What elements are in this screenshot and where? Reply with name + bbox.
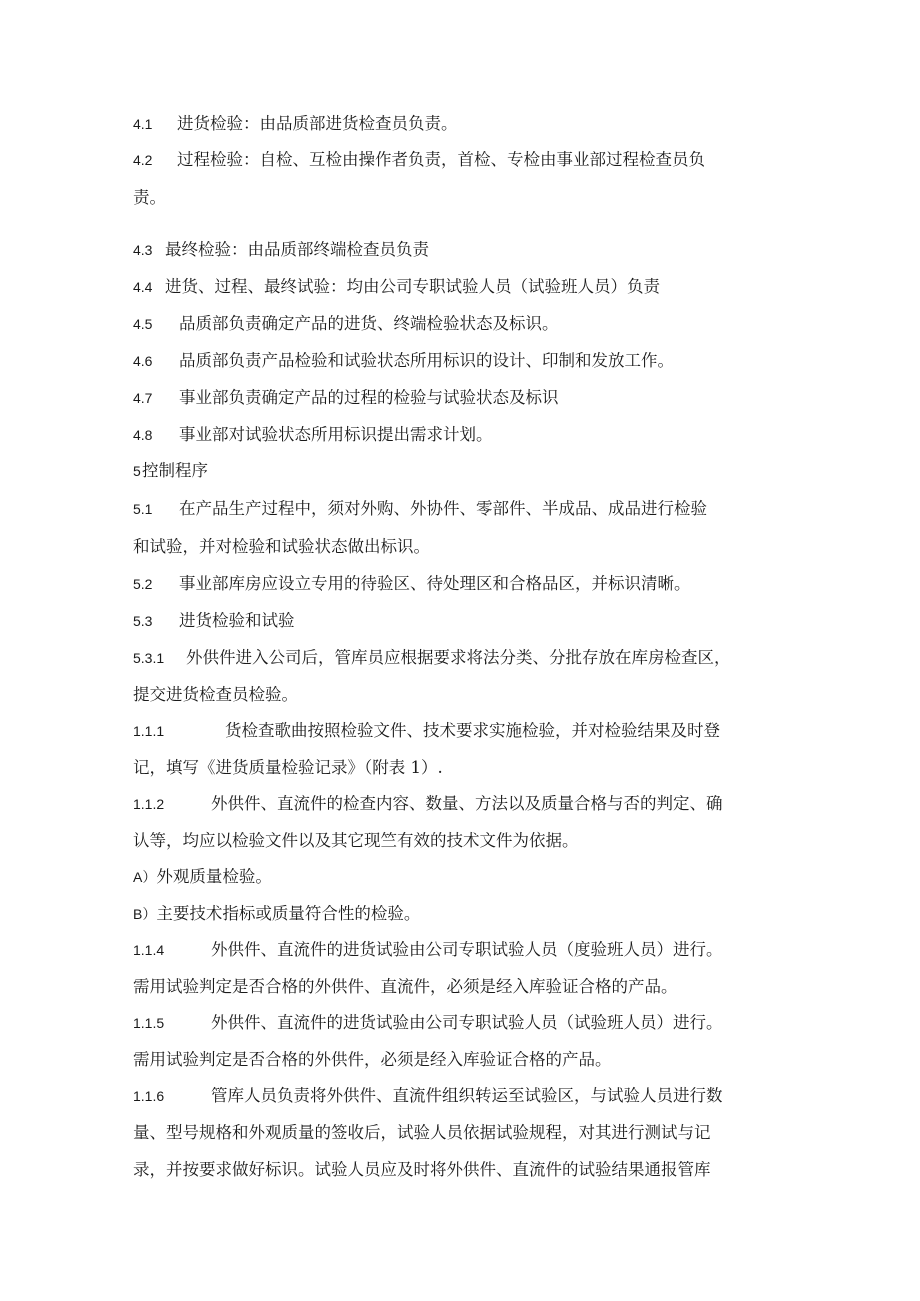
item-number: 1.1.5 xyxy=(133,1015,165,1031)
item-text: 外供件进入公司后，管库员应根据要求将法分类、分批存放在库房检查区， xyxy=(186,648,731,667)
section-title: 控制程序 xyxy=(142,461,208,480)
item-text: 品质部负责确定产品的进货、终端检验状态及标识。 xyxy=(179,314,559,333)
item-number: 4.6 xyxy=(133,353,153,369)
item-text: 货检查歌曲按照检验文件、技术要求实施检验，并对检验结果及时登 xyxy=(225,721,720,740)
item-number: 4.3 xyxy=(133,242,153,258)
paragraph-1-1-1 xyxy=(133,713,793,749)
paragraph-4-8 xyxy=(133,417,793,453)
item-text: 和试验，并对检验和试验状态做出标识。 xyxy=(133,537,430,556)
paragraph-4-6 xyxy=(133,343,793,379)
item-number: 1.1.2 xyxy=(133,796,165,812)
item-text: 主要技术指标或质量符合性的检验。 xyxy=(156,904,421,923)
paragraph-4-2-cont xyxy=(133,180,793,216)
paragraph-5-1-cont xyxy=(133,529,793,565)
paragraph-1-1-4 xyxy=(133,932,793,968)
item-number: 1.1.4 xyxy=(133,942,165,958)
item-text: 责。 xyxy=(133,188,166,207)
item-text: 最终检验：由品质部终端检查员负责 xyxy=(165,240,429,259)
section-heading-5 xyxy=(133,453,793,489)
item-number: 5.3 xyxy=(133,613,153,629)
paragraph-4-4 xyxy=(133,269,793,305)
paragraph-1-1-6-cont xyxy=(133,1115,793,1151)
item-number: 4.8 xyxy=(133,427,153,443)
item-number: 5 xyxy=(133,463,141,479)
paragraph-4-7 xyxy=(133,380,793,416)
item-text: 外供件、直流件的进货试验由公司专职试验人员（度验班人员）进行。 xyxy=(211,940,723,959)
item-number: 4.5 xyxy=(133,316,153,332)
item-text: 进货、过程、最终试验：均由公司专职试验人员（试验班人员）负责 xyxy=(165,277,660,296)
item-marker: A） xyxy=(133,869,157,885)
item-text: 录，并按要求做好标识。试验人员应及时将外供件、直流件的试验结果通报管库 xyxy=(133,1160,711,1179)
paragraph-5-1 xyxy=(133,491,793,527)
paragraph-1-1-5-cont xyxy=(133,1042,793,1078)
paragraph-5-3-1-cont xyxy=(133,677,793,713)
item-text: 进货检验和试验 xyxy=(179,611,295,630)
item-number: 4.7 xyxy=(133,390,153,406)
item-text: 事业部负责确定产品的过程的检验与试验状态及标识 xyxy=(179,388,559,407)
item-text: 提交进货检查员检验。 xyxy=(133,685,298,704)
paragraph-4-5 xyxy=(133,306,793,342)
paragraph-5-3 xyxy=(133,603,793,639)
paragraph-1-1-5 xyxy=(133,1005,793,1041)
item-text: 过程检验：自检、互检由操作者负责，首检、专检由事业部过程检查员负 xyxy=(177,150,705,169)
item-text: 外供件、直流件的进货试验由公司专职试验人员（试验班人员）进行。 xyxy=(211,1013,723,1032)
paragraph-5-3-1 xyxy=(133,640,793,676)
paragraph-1-1-2-cont xyxy=(133,823,793,859)
paragraph-1-1-6-cont xyxy=(133,1152,793,1188)
paragraph-5-2 xyxy=(133,566,793,602)
item-text: 事业部库房应设立专用的待验区、待处理区和合格品区，并标识清晰。 xyxy=(179,574,691,593)
paragraph-4-1 xyxy=(133,106,793,142)
list-item-b xyxy=(133,896,793,932)
item-number: 4.1 xyxy=(133,116,153,132)
item-text: 管库人员负责将外供件、直流件组织转运至试验区，与试验人员进行数 xyxy=(211,1086,723,1105)
item-number: 5.2 xyxy=(133,576,153,592)
item-number: 4.2 xyxy=(133,152,153,168)
paragraph-1-1-4-cont xyxy=(133,969,793,1005)
item-number: 5.1 xyxy=(133,501,153,517)
paragraph-4-2 xyxy=(133,142,793,178)
paragraph-1-1-6 xyxy=(133,1078,793,1114)
item-text: 外观质量检验。 xyxy=(156,867,272,886)
item-marker: B） xyxy=(133,906,157,922)
item-text: 记，填写《进货质量检验记录》（附表 1）. xyxy=(133,758,443,777)
paragraph-4-3 xyxy=(133,232,793,268)
item-text: 事业部对试验状态所用标识提出需求计划。 xyxy=(179,425,493,444)
paragraph-1-1-2 xyxy=(133,786,793,822)
item-number: 1.1.1 xyxy=(133,723,165,739)
item-text: 进货检验：由品质部进货检查员负责。 xyxy=(177,114,458,133)
item-text: 品质部负责产品检验和试验状态所用标识的设计、印制和发放工作。 xyxy=(179,351,674,370)
item-text: 在产品生产过程中，须对外购、外协件、零部件、半成品、成品进行检验 xyxy=(179,499,707,518)
item-text: 需用试验判定是否合格的外供件，必须是经入库验证合格的产品。 xyxy=(133,1050,612,1069)
item-number: 4.4 xyxy=(133,279,153,295)
list-item-a xyxy=(133,859,793,895)
item-text: 需用试验判定是否合格的外供件、直流件，必须是经入库验证合格的产品。 xyxy=(133,977,678,996)
item-number: 1.1.6 xyxy=(133,1088,165,1104)
item-text: 量、型号规格和外观质量的签收后，试验人员依据试验规程，对其进行测试与记 xyxy=(133,1123,711,1142)
item-text: 认等，均应以检验文件以及其它现竺有效的技术文件为依据。 xyxy=(133,831,579,850)
paragraph-1-1-1-cont xyxy=(133,750,793,786)
item-number: 5.3.1 xyxy=(133,650,165,666)
item-text: 外供件、直流件的检查内容、数量、方法以及质量合格与否的判定、确 xyxy=(211,794,723,813)
